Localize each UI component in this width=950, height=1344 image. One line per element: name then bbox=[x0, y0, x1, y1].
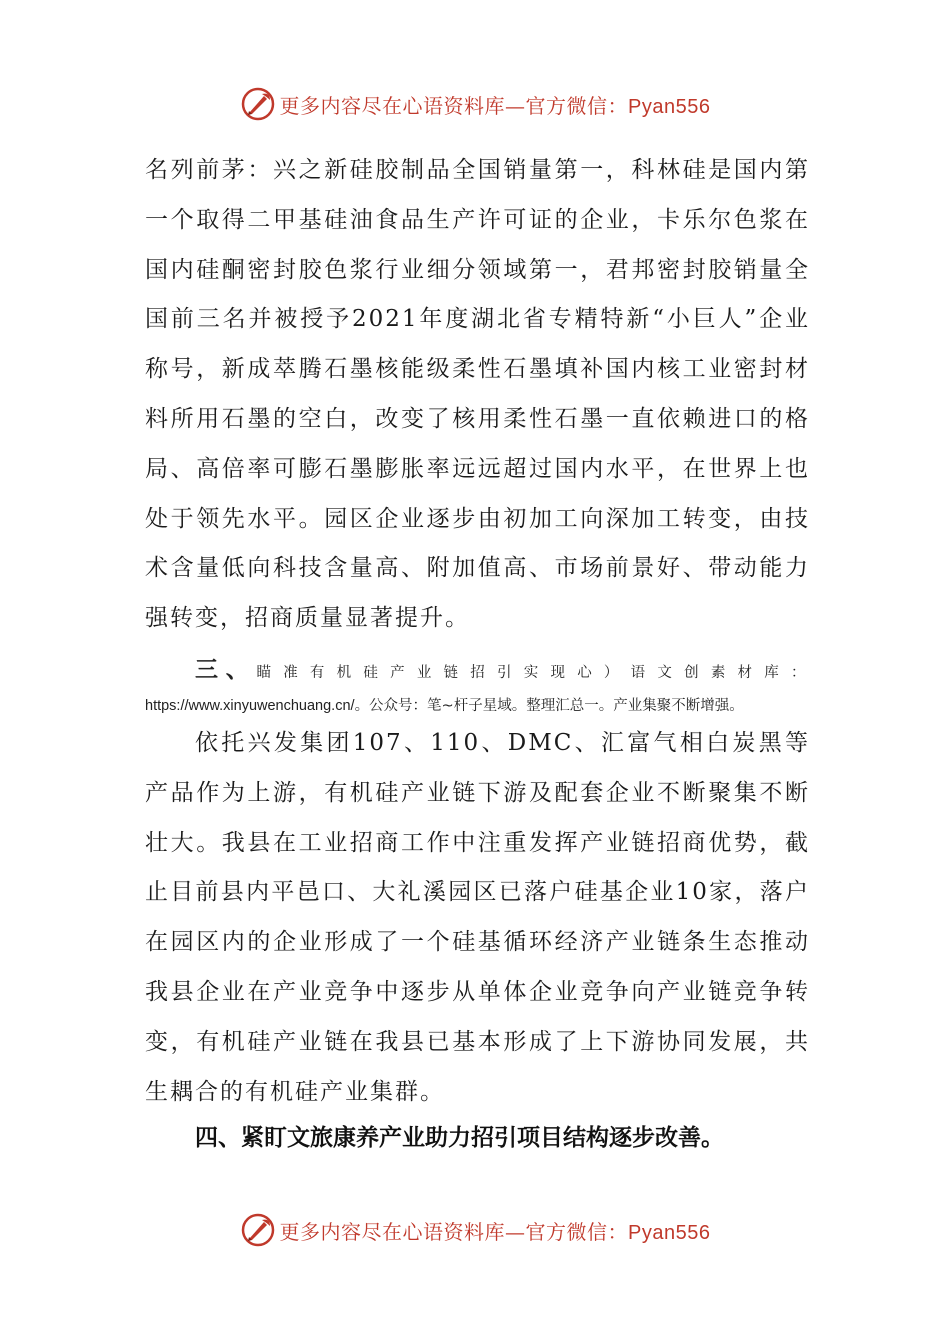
watermark-text bbox=[280, 1216, 711, 1245]
watermark-banner-top bbox=[0, 84, 950, 124]
heading-3-number: 三、 bbox=[195, 656, 257, 682]
quill-pen-logo-icon bbox=[240, 1212, 276, 1248]
body-paragraph-2: 依托兴发集团107、110、DMC、汇富气相白炭黑等产品作为上游，有机硅产业链下游及配套企业不断聚集不断壮大。我县在工业招商工作中注重发挥产业链招商优势，截止目前县内平邑口、大礼溪园区已落户硅基企业10家，落户在园区内的企业形成了一个硅基循环经济产业链条生态推动我县企业在产业竞争中逐步从单体企业竞争向产业链竞争转变，有机硅产业链在我县已基本形成了上下游协同发展，共生耦合的有机硅产业集群。 bbox=[145, 730, 810, 1105]
watermark-text bbox=[280, 90, 711, 119]
section-heading-4: 四、紧盯文旅康养产业助力招引项目结构逐步改善。 bbox=[195, 1125, 724, 1151]
wechat-id: Pyan556 bbox=[628, 1221, 711, 1244]
heading-3-tail: 。公众号：笔~杆子星域。整理汇总一。产业集聚不断增强。 bbox=[354, 698, 744, 714]
wechat-id: Pyan556 bbox=[628, 95, 711, 118]
source-url-link[interactable]: https://www.xinyuwenchuang.cn/ bbox=[145, 698, 355, 714]
body-paragraph-1: 名列前茅：兴之新硅胶制品全国销量第一，科林硅是国内第一个取得二甲基硅油食品生产许可证的企业，卡乐尔色浆在国内硅酮密封胶色浆行业细分领域第一，君邦密封胶销量全国前三名并被授予2021年度湖北省专精特新“小巨人”企业称号，新成萃腾石墨核能级柔性石墨填补国内核工业密封材料所用石墨的空白，改变了核用柔性石墨一直依赖进口的格局、高倍率可膨石墨膨胀率远远超过国内水平，在世界上也处于领先水平。园区企业逐步由初加工向深加工转变，由技术含量低向科技含量高、附加值高、市场前景好、带动能力强转变，招商质量显著提升。 bbox=[145, 157, 810, 632]
section-heading-3 bbox=[145, 653, 810, 723]
watermark-label: 更多内容尽在心语资料库—官方微信： bbox=[279, 1219, 629, 1244]
quill-pen-logo-icon bbox=[240, 86, 276, 122]
watermark-label: 更多内容尽在心语资料库—官方微信： bbox=[279, 93, 629, 118]
heading-3-text: 瞄准有机硅产业链招引实现心）语文创素材库： bbox=[256, 665, 811, 681]
watermark-banner-bottom bbox=[0, 1210, 950, 1250]
